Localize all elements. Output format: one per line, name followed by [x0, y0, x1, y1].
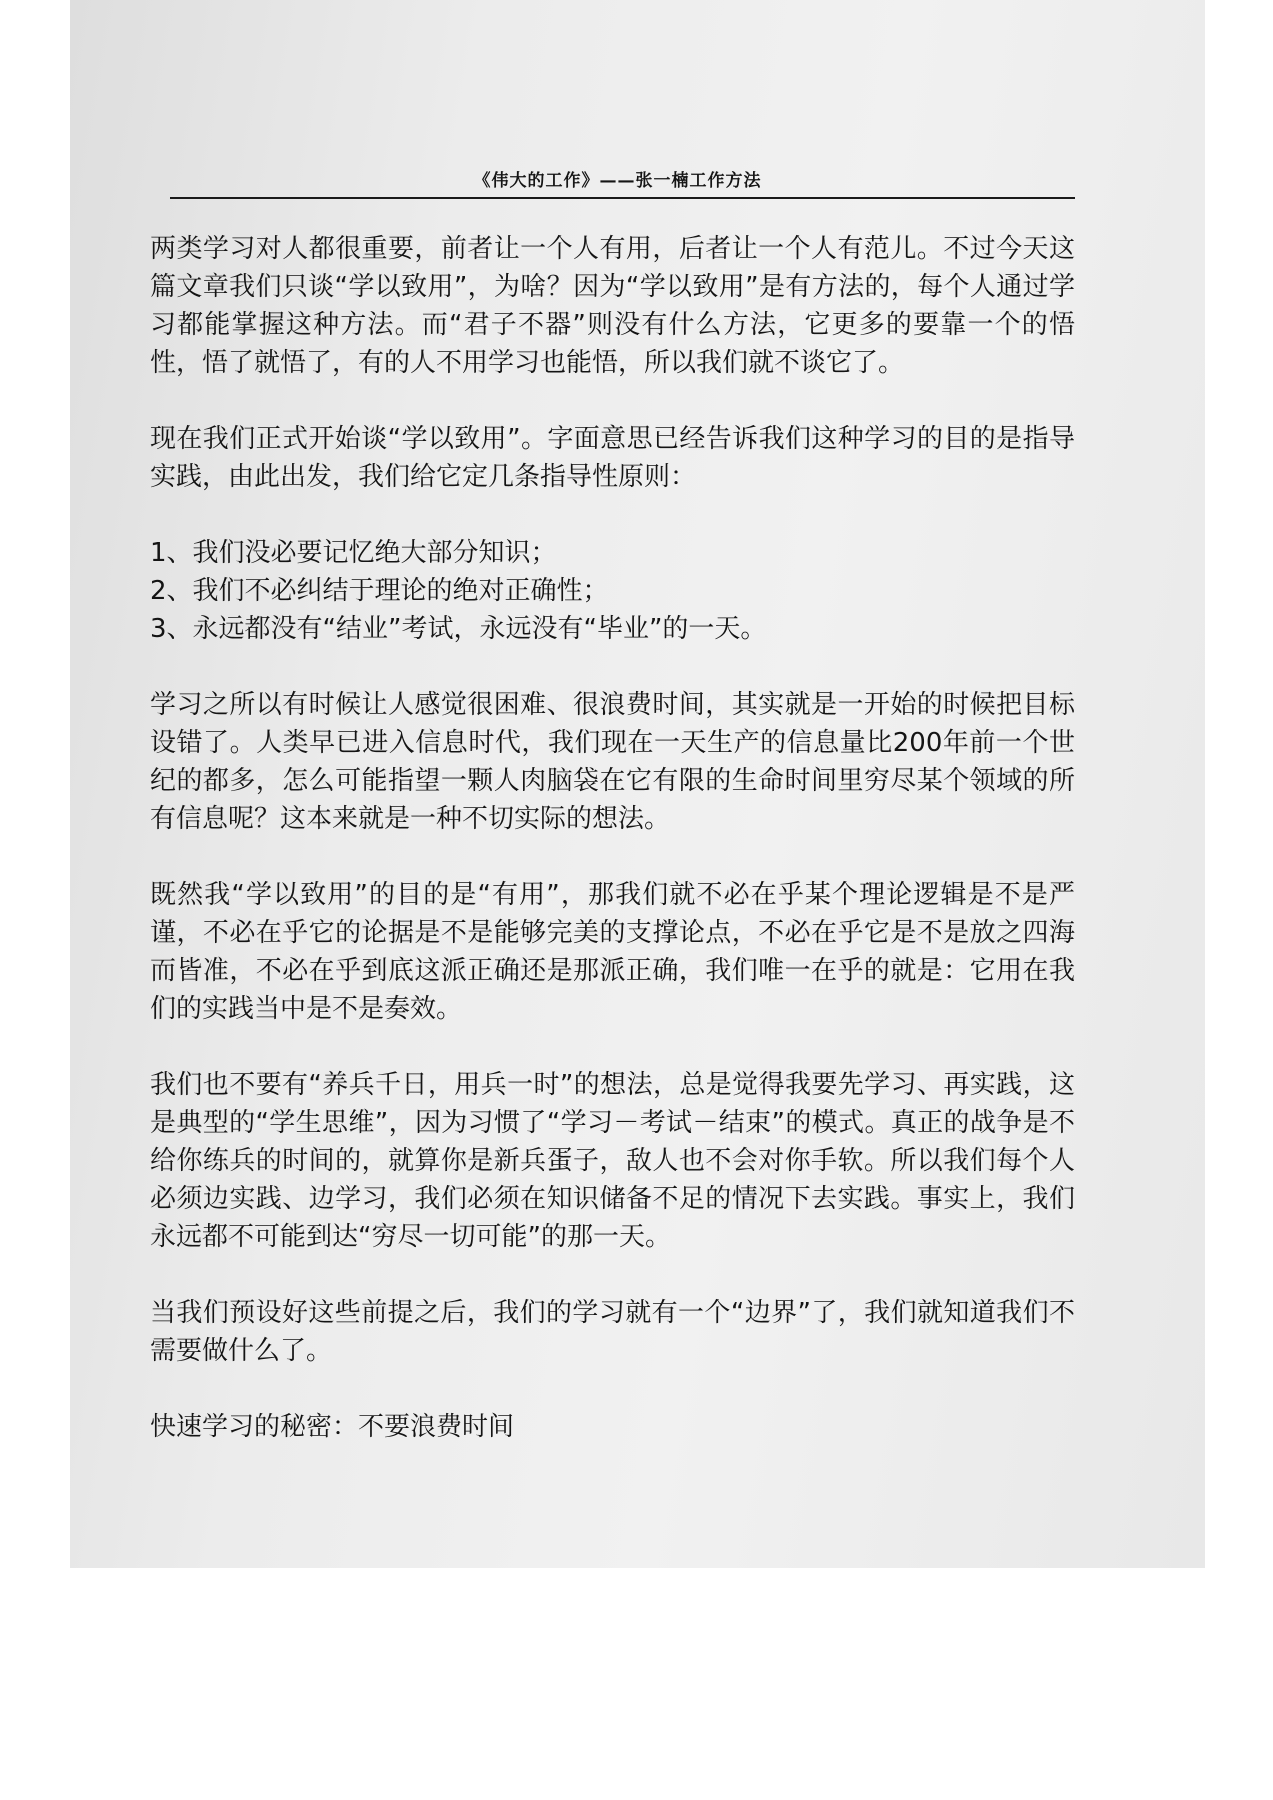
principles-list [150, 534, 1075, 648]
paragraph-principles-intro: 现在我们正式开始谈“学以致用”。字面意思已经告诉我们这种学习的目的是指导实践，由此出发，我们给它定几条指导性原则： [150, 424, 1075, 492]
paragraph-practice: 我们也不要有“养兵千日，用兵一时”的想法，总是觉得我要先学习、再实践，这是典型的“学生思维”，因为习惯了“学习－考试－结束”的模式。真正的战争是不给你练兵的时间的，就算你是新兵蛋子，敌人也不会对你手软。所以我们每个人必须边实践、边学习，我们必须在知识储备不足的情况下去实践。事实上，我们永远都不可能到达“穷尽一切可能”的那一天。 [150, 1070, 1075, 1252]
section-subheading: 快速学习的秘密：不要浪费时间 [150, 1412, 515, 1442]
principle-item: 2、我们不必纠结于理论的绝对正确性； [150, 576, 609, 606]
paragraph-information-age: 学习之所以有时候让人感觉很困难、很浪费时间，其实就是一开始的时候把目标设错了。人类早已进入信息时代，我们现在一天生产的信息量比200年前一个世纪的都多，怎么可能指望一颗人肉脑袋在它有限的生命时间里穷尽某个领域的所有信息呢？这本来就是一种不切实际的想法。 [150, 690, 1075, 834]
paragraph-learning-types: 两类学习对人都很重要，前者让一个人有用，后者让一个人有范儿。不过今天这篇文章我们只谈“学以致用”，为啥？因为“学以致用”是有方法的，每个人通过学习都能掌握这种方法。而“君子不器”则没有什么方法，它更多的要靠一个的悟性，悟了就悟了，有的人不用学习也能悟，所以我们就不谈它了。 [150, 234, 1075, 378]
principle-item: 3、永远都没有“结业”考试，永远没有“毕业”的一天。 [150, 614, 767, 644]
header-rule [170, 197, 1075, 199]
paragraph-boundary: 当我们预设好这些前提之后，我们的学习就有一个“边界”了，我们就知道我们不需要做什么了。 [150, 1298, 1075, 1366]
principle-item: 1、我们没必要记忆绝大部分知识； [150, 538, 557, 568]
running-header-title: 《伟大的工作》——张一楠工作方法 [473, 171, 762, 191]
paragraph-usefulness: 既然我“学以致用”的目的是“有用”，那我们就不必在乎某个理论逻辑是不是严谨，不必在乎它的论据是不是能够完美的支撑论点，不必在乎它是不是放之四海而皆准，不必在乎到底这派正确还是那派正确，我们唯一在乎的就是：它用在我们的实践当中是不是奏效。 [150, 880, 1075, 1024]
body-text [150, 230, 1075, 1446]
scanned-page [70, 0, 1205, 1568]
